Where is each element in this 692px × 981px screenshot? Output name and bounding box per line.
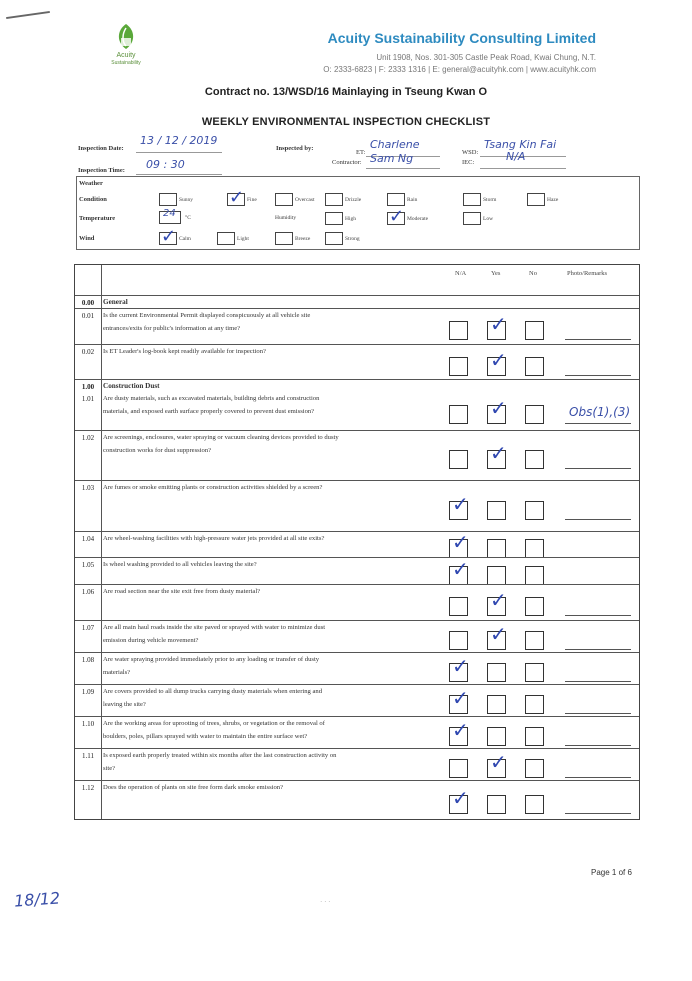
contractor-underline [366, 168, 440, 169]
no-checkbox[interactable] [525, 321, 544, 340]
table-row [75, 780, 639, 820]
contract-title: Contract no. 13/WSD/16 Mainlaying in Tseung Kwan O [204, 86, 488, 98]
tick-mark-icon: ✓ [452, 686, 469, 710]
remarks-line [565, 745, 631, 746]
wind-checkbox[interactable] [217, 232, 235, 245]
tick-mark-icon: ✓ [452, 654, 469, 678]
item-number: 1.12 [81, 784, 95, 792]
wind-option-label: Calm [179, 236, 191, 242]
condition-option-label: Haze [547, 197, 559, 203]
wsd-value[interactable]: Tsang Kin Fai [484, 138, 557, 151]
yes-checkbox[interactable] [487, 566, 506, 585]
item-number: 1.05 [81, 561, 95, 569]
question-line-1: Are screenings, enclosures, water spraying or vacuum cleaning devices provided to dusty [103, 434, 339, 441]
scan-mark [6, 11, 50, 19]
wind-checkbox[interactable] [275, 232, 293, 245]
question-line-1: Does the operation of plants on site free form dark smoke emission? [103, 784, 283, 791]
question-line-1: Are road section near the site exit free from dusty material? [103, 588, 261, 595]
remarks-column-header: Photo/Remarks [567, 270, 608, 277]
remarks-line [565, 813, 631, 814]
tick-mark-icon: ✓ [389, 206, 405, 227]
form-title: WEEKLY ENVIRONMENTAL INSPECTION CHECKLIST [201, 116, 491, 128]
item-question [103, 392, 433, 418]
company-logo [96, 22, 156, 66]
condition-label: Condition [79, 196, 107, 203]
no-checkbox[interactable] [525, 405, 544, 424]
table-row [75, 584, 639, 620]
tick-mark-icon: ✓ [452, 557, 469, 581]
yes-checkbox[interactable] [487, 663, 506, 682]
et-value[interactable]: Charlene [370, 138, 420, 151]
remarks-line [565, 649, 631, 650]
tick-mark-icon: ✓ [161, 226, 177, 247]
question-line-1: Is the current Environmental Permit displayed conspicuously at all vehicle site [103, 312, 311, 319]
iec-label: IEC: [462, 159, 475, 166]
na-checkbox[interactable] [449, 405, 468, 424]
yes-checkbox[interactable] [487, 539, 506, 558]
condition-checkbox[interactable] [527, 193, 545, 206]
table-row [75, 652, 639, 684]
tick-mark-icon: ✓ [490, 348, 507, 372]
question-line-1: Is wheel washing provided to all vehicles leaving the site? [103, 561, 257, 568]
item-question [103, 781, 433, 794]
temperature-value[interactable]: 24 [163, 208, 176, 219]
section-number: 0.00 [81, 299, 95, 307]
table-row [75, 308, 639, 344]
question-line-2: site? [103, 765, 116, 772]
yes-checkbox[interactable] [487, 727, 506, 746]
question-line-1: Is ET Leader's log-book kept readily available for inspection? [103, 348, 266, 355]
na-checkbox[interactable] [449, 450, 468, 469]
inspection-time-label: Inspection Time: [78, 167, 125, 174]
item-question [103, 749, 433, 775]
yes-checkbox[interactable] [487, 695, 506, 714]
no-checkbox[interactable] [525, 695, 544, 714]
condition-option-label: Storm [483, 197, 497, 203]
iec-value[interactable]: N/A [506, 150, 526, 163]
tick-mark-icon: ✓ [490, 588, 507, 612]
table-row [75, 392, 639, 430]
na-checkbox[interactable] [449, 597, 468, 616]
wind-checkbox[interactable] [325, 232, 343, 245]
no-checkbox[interactable] [525, 727, 544, 746]
yes-column-header: Yes [491, 270, 501, 277]
question-line-2: materials? [103, 669, 131, 676]
section-row [75, 379, 639, 392]
wind-label: Wind [79, 235, 95, 242]
yes-checkbox[interactable] [487, 501, 506, 520]
question-line-1: Are fumes or smoke emitting plants or construction activities shielded by a screen? [103, 484, 323, 491]
remarks-value[interactable]: Obs(1),(3) [569, 405, 631, 419]
no-checkbox[interactable] [525, 501, 544, 520]
page-number: Page 1 of 6 [591, 868, 632, 877]
table-row [75, 531, 639, 557]
na-checkbox[interactable] [449, 759, 468, 778]
no-checkbox[interactable] [525, 539, 544, 558]
table-row [75, 430, 639, 480]
item-question [103, 653, 433, 679]
section-row [75, 295, 639, 308]
tick-mark-icon: ✓ [452, 718, 469, 742]
table-row [75, 620, 639, 652]
remarks-line [565, 339, 631, 340]
temperature-unit: °C [185, 215, 191, 221]
na-column-header: N/A [455, 270, 467, 277]
weather-title: Weather [79, 180, 103, 187]
no-checkbox[interactable] [525, 566, 544, 585]
scan-dots: · · · [320, 898, 331, 906]
iec-underline [480, 168, 566, 169]
item-number: 1.07 [81, 624, 95, 632]
et-label: ET: [356, 149, 366, 156]
condition-checkbox[interactable] [325, 193, 343, 206]
temperature-label: Temperature [79, 215, 116, 222]
table-row [75, 557, 639, 584]
logo-name: Acuity [116, 52, 136, 59]
contractor-label: Contractor: [332, 159, 362, 166]
item-question [103, 481, 433, 494]
na-checkbox[interactable] [449, 321, 468, 340]
question-line-1: Are wheel-washing facilities with high-pressure water jets provided at all site exits? [103, 535, 325, 542]
section-number: 1.00 [81, 383, 95, 391]
tick-mark-icon: ✓ [490, 312, 507, 336]
tick-mark-icon: ✓ [490, 622, 507, 646]
question-line-1: Is exposed earth properly treated within six months after the last construction activity on [103, 752, 337, 759]
remarks-line [565, 423, 631, 424]
wind-option-label: Light [237, 236, 249, 242]
logo-subtitle: Sustainability [111, 60, 141, 66]
humidity-option-label: High [345, 216, 356, 222]
no-checkbox[interactable] [525, 795, 544, 814]
item-number: 1.08 [81, 656, 95, 664]
wind-option-label: Strong [345, 236, 360, 242]
no-checkbox[interactable] [525, 663, 544, 682]
remarks-line [565, 777, 631, 778]
remarks-line [565, 375, 631, 376]
section-title: General [103, 298, 128, 306]
item-number: 1.04 [81, 535, 95, 543]
handwritten-corner-note: 18/12 [13, 888, 61, 911]
question-line-1: Are dusty materials, such as excavated materials, building debris and construction [103, 395, 320, 402]
yes-checkbox[interactable] [487, 795, 506, 814]
wind-option-label: Breeze [295, 236, 311, 242]
item-question [103, 345, 433, 358]
company-name: Acuity Sustainability Consulting Limited [327, 30, 596, 46]
question-line-2: boulders, poles, pillars sprayed with water to maintain the entire surface wet? [103, 733, 308, 740]
question-line-2: entrances/exits for public's information at any time? [103, 325, 241, 332]
remarks-line [565, 681, 631, 682]
question-line-2: construction works for dust suppression? [103, 447, 212, 454]
item-number: 1.09 [81, 688, 95, 696]
remarks-line [565, 468, 631, 469]
item-number: 1.10 [81, 720, 95, 728]
table-row [75, 480, 639, 531]
company-contact: O: 2333-6823 | F: 2333 1316 | E: general@acuityhk.com | www.acuityhk.com [323, 65, 596, 74]
item-question [103, 532, 433, 545]
item-number: 1.03 [81, 484, 95, 492]
leaf-logo-icon [111, 22, 141, 52]
no-checkbox[interactable] [525, 597, 544, 616]
question-line-1: Are all main haul roads inside the site paved or sprayed with water to minimize dust [103, 624, 326, 631]
condition-option-label: Fine [247, 197, 257, 203]
checklist-table [74, 264, 640, 820]
inspection-date-label: Inspection Date: [78, 145, 124, 152]
section-title: Construction Dust [103, 382, 160, 390]
na-checkbox[interactable] [449, 631, 468, 650]
item-number: 1.06 [81, 588, 95, 596]
item-question [103, 621, 433, 647]
tick-mark-icon: ✓ [229, 187, 245, 208]
question-line-2: leaving the site? [103, 701, 146, 708]
table-row [75, 344, 639, 379]
tick-mark-icon: ✓ [490, 441, 507, 465]
question-line-2: emission during vehicle movement? [103, 637, 199, 644]
no-checkbox[interactable] [525, 357, 544, 376]
item-number: 1.01 [81, 395, 95, 403]
inspection-time-value[interactable]: 09 : 30 [146, 158, 185, 171]
remarks-line [565, 519, 631, 520]
condition-option-label: Sunny [179, 197, 194, 203]
tick-mark-icon: ✓ [452, 492, 469, 516]
item-question [103, 685, 433, 711]
humidity-checkbox[interactable] [325, 212, 343, 225]
no-checkbox[interactable] [525, 450, 544, 469]
table-row [75, 748, 639, 780]
item-number: 0.01 [81, 312, 95, 320]
condition-option-label: Overcast [295, 197, 315, 203]
condition-checkbox[interactable] [387, 193, 405, 206]
remarks-line [565, 615, 631, 616]
question-line-1: Are covers provided to all dump trucks carrying dusty materials when entering and [103, 688, 322, 695]
weather-section [76, 176, 640, 250]
condition-option-label: Rain [407, 197, 418, 203]
tick-mark-icon: ✓ [490, 750, 507, 774]
question-line-2: materials, and exposed earth surface properly covered to prevent dust emission? [103, 408, 315, 415]
time-underline [136, 174, 222, 175]
condition-option-label: Drizzle [345, 197, 362, 203]
no-checkbox[interactable] [525, 759, 544, 778]
question-line-1: Are water spraying provided immediately prior to any loading or transfer of dusty [103, 656, 320, 663]
item-question [103, 717, 433, 743]
humidity-option-label: Low [483, 216, 494, 222]
condition-checkbox[interactable] [463, 193, 481, 206]
item-question [103, 309, 433, 335]
item-question [103, 558, 433, 571]
item-question [103, 431, 433, 457]
contractor-value[interactable]: Sam Ng [370, 152, 414, 165]
tick-mark-icon: ✓ [490, 396, 507, 420]
remarks-line [565, 713, 631, 714]
table-row [75, 716, 639, 748]
inspected-by-label: Inspected by: [276, 145, 314, 152]
na-checkbox[interactable] [449, 357, 468, 376]
tick-mark-icon: ✓ [452, 786, 469, 810]
no-checkbox[interactable] [525, 631, 544, 650]
item-number: 0.02 [81, 348, 95, 356]
question-line-1: Are the working areas for uprooting of trees, shrubs, or vegetation or the removal of [103, 720, 325, 727]
item-question [103, 585, 433, 598]
item-number: 1.11 [82, 752, 94, 760]
date-underline [136, 152, 222, 153]
condition-checkbox[interactable] [159, 193, 177, 206]
company-address: Unit 1908, Nos. 301-305 Castle Peak Road, Kwai Chung, N.T. [376, 53, 596, 62]
item-number: 1.02 [81, 434, 95, 442]
humidity-option-label: Moderate [407, 216, 429, 222]
humidity-label: Humidity [275, 215, 297, 221]
tick-mark-icon: ✓ [452, 530, 469, 554]
inspection-date-value[interactable]: 13 / 12 / 2019 [140, 134, 218, 147]
table-row [75, 684, 639, 716]
wsd-label: WSD: [462, 149, 479, 156]
condition-checkbox[interactable] [275, 193, 293, 206]
humidity-checkbox[interactable] [463, 212, 481, 225]
no-column-header: No [529, 270, 537, 277]
